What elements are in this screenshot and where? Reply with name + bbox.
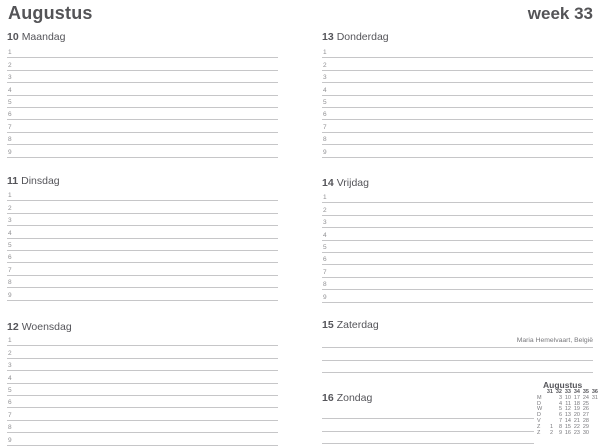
line-number: 3	[8, 74, 12, 82]
writing-lines	[322, 191, 593, 303]
line-number: 9	[8, 436, 12, 444]
day-header	[7, 174, 278, 188]
line-number: 5	[323, 98, 327, 106]
line-number: 8	[8, 136, 12, 144]
writing-line	[7, 384, 278, 396]
writing-line	[322, 336, 593, 348]
mini-calendar-date-cell: 20	[573, 412, 580, 419]
writing-lines	[322, 407, 534, 444]
writing-line	[322, 71, 593, 83]
line-number: 5	[8, 241, 12, 249]
mini-calendar-week-cell: 31	[546, 389, 553, 395]
line-number: 7	[323, 268, 327, 276]
line-number: 2	[8, 349, 12, 357]
mini-calendar-table	[537, 390, 598, 436]
line-number: 6	[8, 111, 12, 119]
writing-lines	[7, 334, 278, 446]
mini-calendar-date-cell: 3	[558, 394, 562, 401]
mini-calendar-day-row	[537, 431, 598, 437]
writing-lines	[7, 189, 278, 301]
day-block-wednesday	[7, 320, 278, 446]
day-name: Zondag	[336, 392, 373, 404]
line-number: 6	[8, 399, 12, 407]
writing-line	[7, 251, 278, 263]
mini-calendar-date-cell: 13	[564, 412, 571, 419]
line-number: 9	[323, 148, 327, 156]
mini-calendar-date-cell: 6	[558, 412, 562, 419]
writing-line	[322, 58, 593, 70]
writing-line	[322, 228, 593, 240]
writing-line	[7, 145, 278, 157]
line-number: 7	[8, 266, 12, 274]
line-number: 7	[8, 411, 12, 419]
mini-calendar-day-letter: Z	[537, 423, 541, 430]
mini-calendar-day-letter: Z	[537, 429, 541, 436]
writing-line	[7, 433, 278, 445]
day-date: 14	[322, 177, 334, 189]
writing-line	[7, 408, 278, 420]
mini-calendar-date-cell: 7	[558, 417, 562, 424]
line-number: 5	[8, 98, 12, 106]
line-number: 8	[323, 136, 327, 144]
writing-line	[322, 278, 593, 290]
mini-calendar-date-cell: 19	[573, 406, 580, 413]
day-date: 16	[322, 392, 334, 404]
mini-calendar-day-letter: D	[537, 400, 541, 407]
writing-line	[7, 46, 278, 58]
mini-calendar-date-cell: 22	[573, 423, 580, 430]
writing-line	[7, 214, 278, 226]
writing-line	[7, 58, 278, 70]
writing-line	[7, 226, 278, 238]
mini-calendar-date-cell: 28	[582, 417, 589, 424]
day-name: Dinsdag	[21, 175, 60, 187]
writing-line	[7, 396, 278, 408]
line-number: 3	[323, 219, 327, 227]
mini-calendar-week-cell: 32	[555, 389, 562, 395]
writing-line	[7, 120, 278, 132]
holiday-note: Maria Hemelvaart, België	[516, 337, 593, 344]
writing-line	[322, 145, 593, 157]
line-number: 6	[8, 254, 12, 262]
writing-line	[322, 407, 534, 419]
line-number: 9	[8, 148, 12, 156]
writing-line	[322, 265, 593, 277]
line-number: 3	[8, 217, 12, 225]
mini-calendar-date-cell: 14	[564, 417, 571, 424]
writing-lines	[7, 46, 278, 158]
mini-calendar-date-cell: 1	[549, 423, 553, 430]
day-block-tuesday	[7, 174, 278, 301]
mini-calendar-date-cell: 8	[558, 423, 562, 430]
writing-line	[7, 276, 278, 288]
writing-line	[7, 359, 278, 371]
writing-line	[7, 263, 278, 275]
day-header	[322, 30, 593, 44]
mini-calendar-date-cell: 4	[558, 400, 562, 407]
writing-line	[322, 133, 593, 145]
mini-calendar-date-cell: 31	[591, 394, 598, 401]
writing-line	[322, 96, 593, 108]
line-number: 5	[8, 386, 12, 394]
mini-calendar-week-cell: 36	[591, 389, 598, 395]
writing-line	[7, 421, 278, 433]
line-number: 7	[323, 123, 327, 131]
line-number: 4	[8, 229, 12, 237]
writing-line	[7, 108, 278, 120]
line-number: 9	[323, 293, 327, 301]
day-date: 11	[7, 175, 19, 187]
mini-calendar-date-cell: 15	[564, 423, 571, 430]
line-number: 5	[323, 243, 327, 251]
writing-line	[322, 241, 593, 253]
line-number: 2	[323, 61, 327, 69]
day-name: Woensdag	[21, 321, 72, 333]
writing-line	[7, 96, 278, 108]
mini-calendar-title: Augustus	[543, 380, 583, 390]
day-name: Maandag	[21, 31, 66, 43]
day-date: 10	[7, 31, 19, 43]
line-number: 1	[8, 337, 12, 345]
writing-line	[7, 371, 278, 383]
line-number: 8	[8, 279, 12, 287]
writing-line	[7, 83, 278, 95]
line-number: 2	[323, 206, 327, 214]
writing-line	[322, 432, 534, 444]
line-number: 8	[323, 281, 327, 289]
day-name: Vrijdag	[336, 177, 369, 189]
writing-line	[322, 216, 593, 228]
writing-line	[322, 419, 534, 431]
day-block-thursday	[322, 30, 593, 158]
mini-calendar-date-cell: 2	[549, 429, 553, 436]
mini-calendar	[537, 381, 598, 436]
day-block-monday	[7, 30, 278, 158]
line-number: 1	[8, 192, 12, 200]
mini-calendar-date-cell: 21	[573, 417, 580, 424]
mini-calendar-date-cell: 11	[565, 400, 571, 407]
line-number: 4	[8, 374, 12, 382]
line-number: 1	[8, 49, 12, 57]
writing-lines	[322, 336, 593, 373]
day-header	[322, 318, 593, 332]
writing-line	[7, 201, 278, 213]
line-number: 6	[323, 256, 327, 264]
writing-line	[7, 133, 278, 145]
line-number: 4	[323, 231, 327, 239]
mini-calendar-week-cell: 34	[573, 389, 580, 395]
mini-calendar-day-letter: M	[537, 394, 542, 401]
day-date: 15	[322, 319, 334, 331]
line-number: 9	[8, 291, 12, 299]
line-number: 6	[323, 111, 327, 119]
mini-calendar-date-cell: 5	[558, 406, 562, 413]
line-number: 4	[8, 86, 12, 94]
mini-calendar-date-cell: 23	[573, 429, 580, 436]
day-block-friday	[322, 176, 593, 303]
mini-calendar-date-cell: 10	[564, 394, 571, 401]
day-date: 13	[322, 31, 334, 43]
page-title: Augustus	[8, 3, 93, 23]
line-number: 1	[323, 49, 327, 57]
line-number: 2	[8, 61, 12, 69]
mini-calendar-date-cell: 18	[573, 400, 580, 407]
writing-line	[322, 46, 593, 58]
mini-calendar-date-cell: 17	[573, 394, 580, 401]
mini-calendar-week-cell: 35	[582, 389, 589, 395]
mini-calendar-date-cell: 9	[558, 429, 562, 436]
day-header	[7, 30, 278, 44]
writing-lines	[322, 46, 593, 158]
line-number: 1	[323, 194, 327, 202]
writing-line	[322, 191, 593, 203]
writing-line	[322, 253, 593, 265]
mini-calendar-date-cell	[589, 431, 598, 437]
writing-line	[322, 203, 593, 215]
day-header	[322, 176, 593, 190]
line-number: 3	[323, 74, 327, 82]
mini-calendar-day-letter: D	[537, 412, 541, 419]
line-number: 2	[8, 204, 12, 212]
writing-line	[7, 71, 278, 83]
day-header	[7, 320, 278, 334]
day-date: 12	[7, 321, 19, 333]
line-number: 4	[323, 86, 327, 94]
mini-calendar-day-letter: W	[537, 406, 543, 413]
mini-calendar-date-cell: 26	[582, 406, 589, 413]
writing-line	[322, 83, 593, 95]
writing-line	[7, 189, 278, 201]
day-name: Donderdag	[336, 31, 389, 43]
writing-line	[322, 290, 593, 302]
mini-calendar-date-cell: 24	[582, 394, 589, 401]
writing-line	[322, 120, 593, 132]
writing-line	[7, 239, 278, 251]
writing-line	[322, 361, 593, 373]
mini-calendar-date-cell: 25	[582, 400, 589, 407]
mini-calendar-date-cell: 12	[564, 406, 571, 413]
line-number: 3	[8, 362, 12, 370]
mini-calendar-day-letter: V	[537, 417, 541, 424]
day-block-saturday	[322, 318, 593, 373]
line-number: 8	[8, 424, 12, 432]
mini-calendar-date-cell: 27	[582, 412, 589, 419]
day-name: Zaterdag	[336, 319, 379, 331]
writing-line	[322, 348, 593, 360]
mini-calendar-date-cell: 30	[582, 429, 589, 436]
line-number: 7	[8, 123, 12, 131]
writing-line	[7, 334, 278, 346]
mini-calendar-week-cell: 33	[564, 389, 571, 395]
mini-calendar-date-cell: 16	[564, 429, 571, 436]
writing-line	[7, 346, 278, 358]
writing-line	[322, 108, 593, 120]
writing-line	[7, 288, 278, 300]
week-number-label: week 33	[527, 4, 593, 23]
mini-calendar-date-cell: 29	[582, 423, 589, 430]
